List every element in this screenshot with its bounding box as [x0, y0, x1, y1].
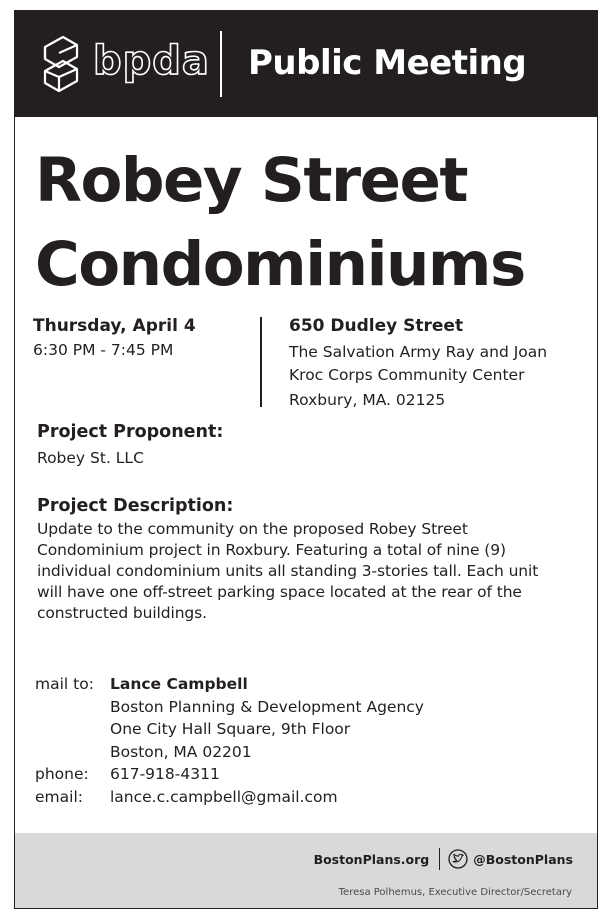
header-title: Public Meeting: [248, 43, 527, 83]
description-section: [37, 493, 577, 624]
venue-line1: The Salvation Army Ray and Joan: [289, 343, 548, 361]
meeting-time: 6:30 PM - 7:45 PM: [33, 341, 174, 359]
description-line: constructed buildings.: [37, 604, 207, 622]
proponent-name: Robey St. LLC: [37, 449, 144, 467]
footer: [15, 833, 597, 909]
description-line: Condominium project in Roxbury. Featuring a total of nine (9): [37, 541, 506, 559]
description-heading: Project Description:: [37, 496, 234, 516]
bpda-logo-wordmark: bpda: [93, 38, 210, 84]
description-line: Update to the community on the proposed Robey Street: [37, 520, 468, 538]
footer-credit: Teresa Polhemus, Executive Director/Secretary: [338, 887, 572, 898]
contact-block: [35, 673, 595, 809]
venue-line2: Kroc Corps Community Center: [289, 366, 525, 384]
description-line: individual condominium units all standing 3-stories tall. Each unit: [37, 562, 539, 580]
contact-street: One City Hall Square, 9th Floor: [110, 720, 351, 739]
location-address: 650 Dudley Street: [289, 316, 464, 336]
project-title: [35, 139, 595, 307]
location-venue: [289, 341, 589, 412]
proponent-heading: Project Proponent:: [37, 422, 224, 442]
project-title-line2: Condominiums: [35, 229, 525, 300]
twitter-handle-link[interactable]: @BostonPlans: [473, 851, 573, 867]
meeting-location: [289, 313, 589, 412]
twitter-bird-icon: [448, 849, 468, 869]
contact-email[interactable]: lance.c.campbell@gmail.com: [110, 787, 338, 806]
contact-name: Lance Campbell: [110, 675, 248, 693]
phone-label: phone:: [35, 765, 89, 784]
email-label: email:: [35, 787, 83, 806]
bpda-logo-icon: [41, 33, 81, 95]
meeting-date: Thursday, April 4: [33, 316, 196, 336]
footer-links: [314, 848, 573, 870]
website-link[interactable]: BostonPlans.org: [313, 851, 430, 867]
header-divider: [220, 31, 222, 97]
contact-phone[interactable]: 617-918-4311: [110, 765, 220, 784]
description-text: [37, 519, 577, 624]
project-title-line1: Robey Street: [35, 145, 467, 216]
mail-label: mail to:: [35, 675, 94, 693]
column-divider: [260, 317, 262, 407]
header-band: [15, 11, 597, 117]
contact-org: Boston Planning & Development Agency: [110, 697, 424, 716]
description-line: will have one off-street parking space located at the rear of the: [37, 583, 522, 601]
flyer: [14, 10, 598, 909]
venue-city: Roxbury, MA. 02125: [289, 391, 446, 409]
contact-city: Boston, MA 02201: [110, 742, 252, 761]
footer-divider: [439, 848, 440, 870]
meeting-datetime: [33, 313, 253, 362]
proponent-section: [37, 419, 577, 470]
